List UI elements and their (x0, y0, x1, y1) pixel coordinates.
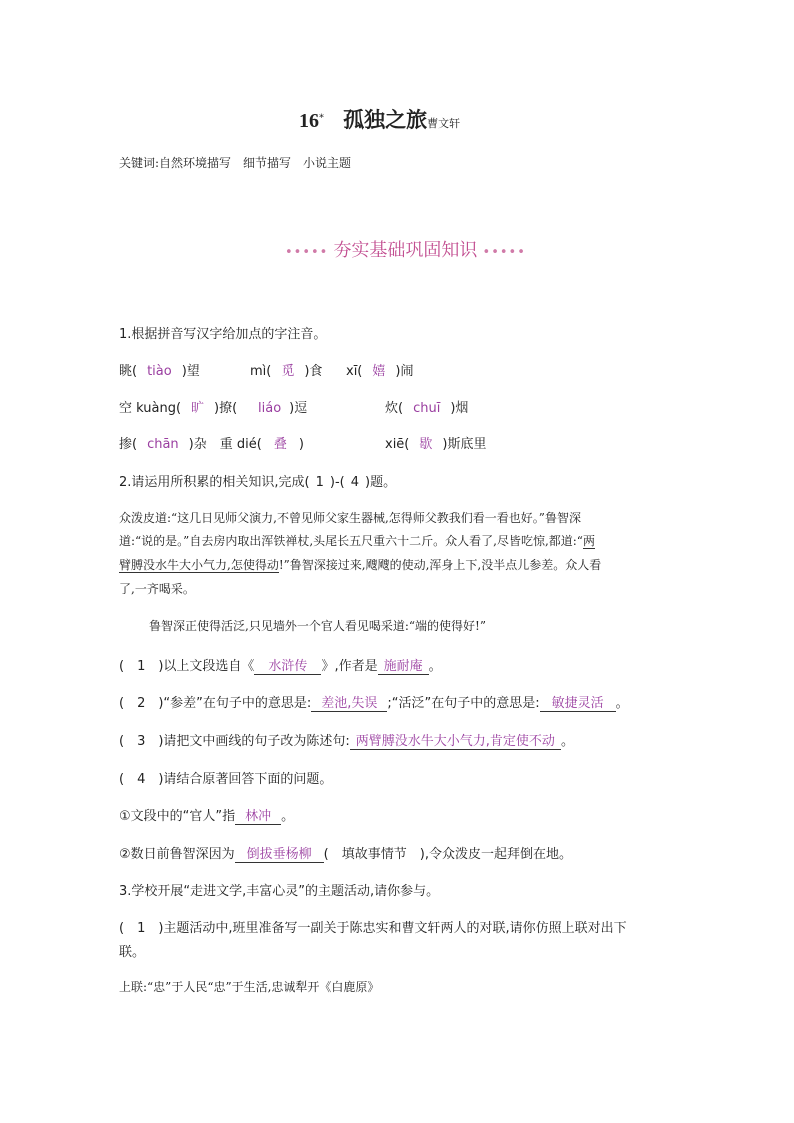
q2-sub2: ( 2 )“参差”在句子中的意思是: 差池,失误 ;“活泛”在句子中的意思是: 敏捷灵活 。 (119, 696, 629, 711)
section-header (285, 236, 526, 262)
answer: 嬉 (372, 364, 386, 379)
q2-sub4b: ②数日前鲁智深因为 倒拔垂杨柳 ( 填故事情节 ),令众泼皮一起拜倒在地。 (119, 847, 572, 862)
q2-sub4: ( 4 )请结合原著回答下面的问题。 (119, 772, 333, 787)
section-dots-left: ••••• (285, 245, 329, 260)
q2-stem: 2.请运用所积累的相关知识,完成( 1 )-( 4 )题。 (119, 475, 397, 490)
q1-row1-item2: mì( 觅 )食 (250, 364, 323, 379)
couplet-upper: 上联:“忠”于人民“忠”于生活,忠诚犁开《白鹿原》 (119, 980, 380, 994)
q2-sub3: ( 3 )请把文中画线的句子改为陈述句: 两臂膊没水牛大小气力,肯定使不动 。 (119, 734, 574, 749)
page-title (299, 104, 460, 134)
q1-row3-item3: xiē( 歇 )斯底里 (385, 437, 487, 452)
answer: 差池,失误 (311, 696, 387, 712)
answer: 叠 (273, 437, 287, 452)
passage-line-2: 道:“说的是。”自去房内取出浑铁禅杖,头尾长五尺重六十二斤。众人看了,尽皆吃惊,都道:“两 (119, 534, 595, 548)
answer: 倒拔垂杨柳 (235, 847, 324, 863)
q1-row2-item2: liáo )逗 (250, 397, 307, 416)
passage-line-4: 了,一齐喝采。 (119, 582, 195, 596)
underlined-sentence: 臂膊没水牛大小气力,怎使得动 (119, 558, 279, 572)
answer: tiào (147, 364, 172, 379)
lesson-title: 孤独之旅 (343, 107, 428, 132)
q1-stem: 1.根据拼音写汉字给加点的字注音。 (119, 327, 327, 342)
q3-stem: 3.学校开展“走进文学,丰富心灵”的主题活动,请你参与。 (119, 884, 440, 899)
answer: 林冲 (235, 809, 281, 825)
q3-sub1-line2: 联。 (119, 945, 146, 960)
answer: 水浒传 (254, 659, 321, 675)
passage-line-3: 臂膊没水牛大小气力,怎使得动!”鲁智深接过来,飕飕的使动,浑身上下,没半点儿参差。众人看 (119, 558, 602, 572)
section-title: 夯实基础巩固知识 (333, 240, 478, 261)
answer: 旷 (191, 401, 205, 416)
q1-row1-item1: 眺( tiào )望 (119, 364, 200, 379)
lesson-number: 16 (299, 110, 319, 132)
answer: 歇 (419, 437, 433, 452)
section-dots-right: ••••• (482, 245, 526, 260)
answer: 觅 (281, 364, 295, 379)
q3-sub1-line1: ( 1 )主题活动中,班里准备写一副关于陈忠实和曹文轩两人的对联,请你仿照上联对出下 (119, 921, 627, 936)
passage-line-1: 众泼皮道:“这几日见师父演力,不曾见师父家生器械,怎得师父教我们看一看也好。”鲁智深 (119, 511, 581, 525)
q2-sub4a: ①文段中的“官人”指 林冲 。 (119, 809, 295, 824)
optional-star: * (319, 112, 324, 124)
passage-line-5: 鲁智深正使得活泛,只见墙外一个官人看见喝采道:“端的使得好!” (149, 619, 486, 633)
answer: liáo (258, 401, 282, 416)
answer: 两臂膊没水牛大小气力,肯定使不动 (350, 734, 561, 750)
q1-row2-item3: 炊( chuī )烟 (385, 401, 469, 416)
q2-sub1: ( 1 )以上文段选自《 水浒传 》,作者是 施耐庵 。 (119, 659, 442, 674)
answer: chuī (413, 401, 441, 416)
keywords: 关键词:自然环境描写 细节描写 小说主题 (119, 156, 352, 170)
q1-row1-item3: xī( 嬉 )闹 (346, 364, 414, 379)
answer: chān (147, 437, 179, 452)
answer: 敏捷灵活 (540, 696, 616, 712)
author: 曹文轩 (427, 117, 461, 130)
q1-row2-item1: 空 kuàng( 旷 )撩( (119, 401, 238, 416)
q1-row3-item1: 掺( chān )杂 重 dié( 叠 ) (119, 437, 304, 452)
answer: 施耐庵 (378, 659, 429, 675)
